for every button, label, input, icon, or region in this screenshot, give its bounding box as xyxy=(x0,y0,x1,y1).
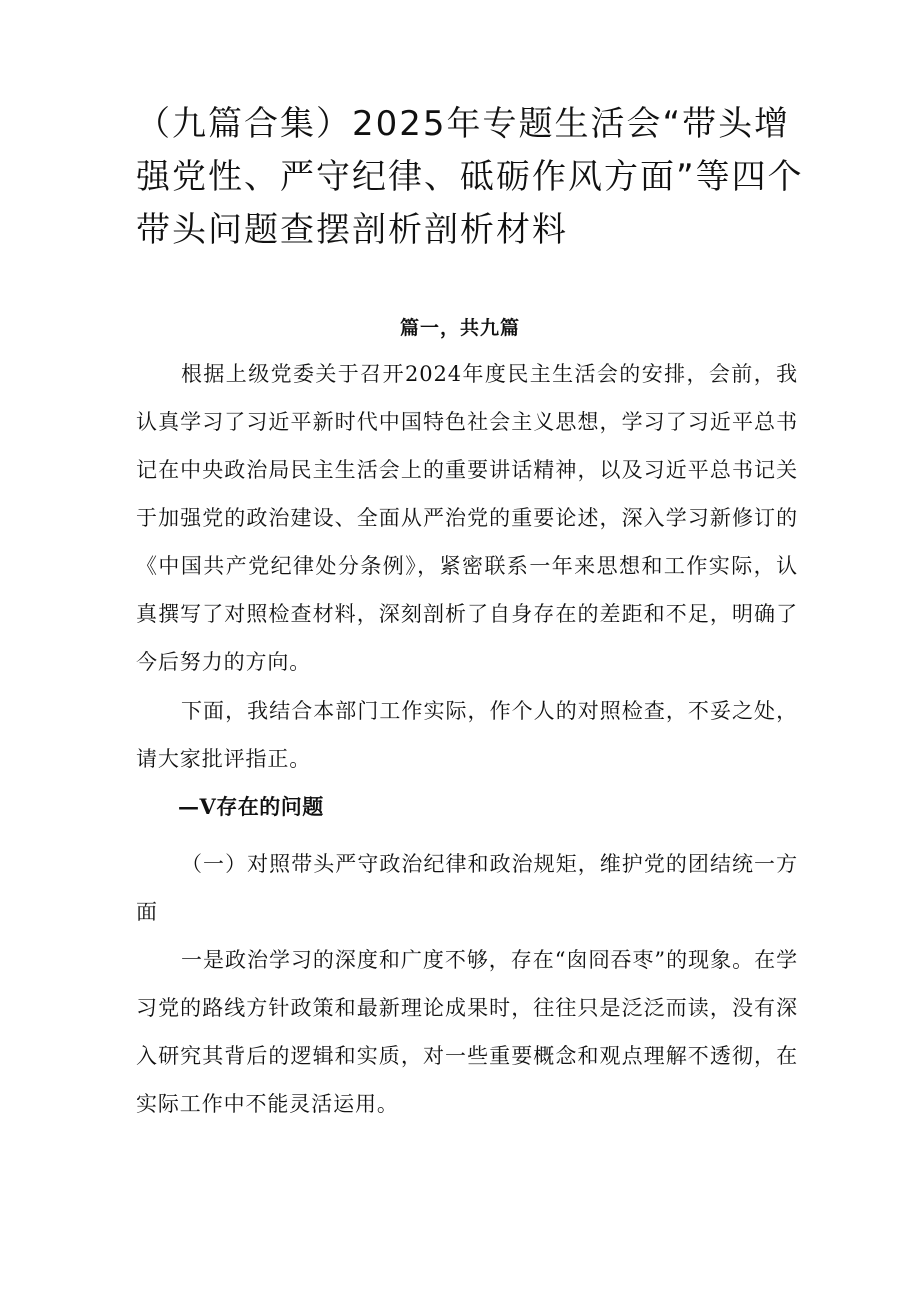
document-title: （九篇合集）2025年专题生活会“带头增强党性、严守纪律、砥砺作风方面”等四个带头问题查摆剖析剖析材料 xyxy=(136,104,804,250)
part-heading: —V存在的问题 xyxy=(178,794,324,819)
intro-paragraph: 根据上级党委关于召开2024年度民主生活会的安排，会前，我认真学习了习近平新时代中国特色社会主义思想，学习了习近平总书记在中央政治局民主生活会上的重要讲话精神，以及习近平总书记关于加强党的政治建设、全面从严治党的重要论述，深入学习新修订的《中国共产党纪律处分条例》，紧密联系一年来思想和工作实际，认真撰写了对照检查材料，深刻剖析了自身存在的差距和不足，明确了今后努力的方向。 xyxy=(136,362,798,674)
request-paragraph: 下面，我结合本部门工作实际，作个人的对照检查，不妥之处，请大家批评指正。 xyxy=(136,699,798,771)
sub-heading: （一）对照带头严守政治纪律和政治规矩，维护党的团结统一方面 xyxy=(136,852,798,924)
section-heading: 篇一，共九篇 xyxy=(399,317,520,339)
point-one-paragraph: 一是政治学习的深度和广度不够，存在“囱冏吞枣”的现象。在学习党的路线方针政策和最新理论成果时，往往只是泛泛而读，没有深入研究其背后的逻辑和实质，对一些重要概念和观点理解不透彻，在实际工作中不能灵活运用。 xyxy=(136,948,798,1116)
